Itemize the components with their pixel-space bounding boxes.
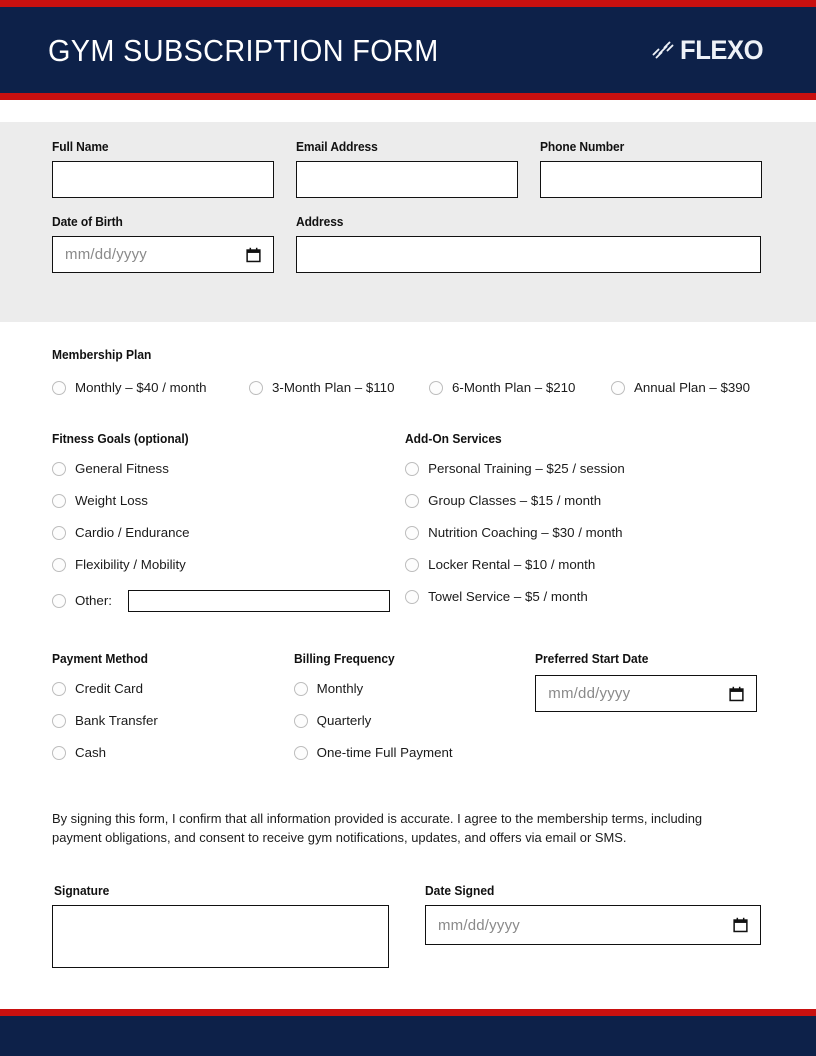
preferred-start-date-placeholder: mm/dd/yyyy xyxy=(548,685,631,702)
fitness-goals-title: Fitness Goals (optional) xyxy=(52,432,189,446)
membership-option-monthly[interactable] xyxy=(52,381,249,395)
option-label: Towel Service – $5 / month xyxy=(428,589,588,605)
option-label: Cash xyxy=(75,745,107,761)
option-label: Nutrition Coaching – $30 / month xyxy=(428,525,623,541)
brand-logo xyxy=(650,35,768,66)
header-bottom-red-stripe xyxy=(0,93,816,100)
membership-plan-title: Membership Plan xyxy=(52,348,152,362)
preferred-start-date-section xyxy=(535,652,764,760)
radio-icon[interactable] xyxy=(429,381,443,395)
billing-frequency-section xyxy=(294,652,536,760)
addon-services-section xyxy=(405,432,764,612)
radio-icon[interactable] xyxy=(405,494,419,508)
option-label: Group Classes – $15 / month xyxy=(428,493,602,509)
radio-icon[interactable] xyxy=(52,526,66,540)
payment-method-section xyxy=(52,652,294,760)
preferred-start-date-input[interactable] xyxy=(535,675,757,712)
radio-icon[interactable] xyxy=(52,746,66,760)
option-label: Monthly xyxy=(316,681,364,697)
field-address xyxy=(296,215,761,273)
billing-option-one-time-full-payment[interactable] xyxy=(294,746,536,760)
calendar-icon[interactable] xyxy=(733,917,748,933)
preferred-start-date-label: Preferred Start Date xyxy=(535,652,649,666)
goal-other-input[interactable] xyxy=(128,590,390,612)
date-of-birth-input[interactable] xyxy=(52,236,274,273)
calendar-icon[interactable] xyxy=(246,247,261,263)
date-signed-input[interactable] xyxy=(425,905,761,945)
date-signed-section xyxy=(425,884,764,968)
page-footer xyxy=(0,1009,816,1056)
membership-option-3-month[interactable] xyxy=(249,381,429,395)
radio-icon[interactable] xyxy=(52,462,66,476)
fitness-goals-options xyxy=(52,462,405,612)
email-address-input[interactable] xyxy=(296,161,518,198)
signature-row xyxy=(52,884,764,968)
option-label: Cardio / Endurance xyxy=(75,525,190,541)
dumbbell-icon xyxy=(650,39,676,61)
radio-icon[interactable] xyxy=(405,590,419,604)
other-label: Other: xyxy=(75,593,112,609)
header-bar xyxy=(0,7,816,93)
address-label: Address xyxy=(296,215,344,229)
option-label: 6-Month Plan – $210 xyxy=(452,380,576,396)
radio-icon[interactable] xyxy=(294,714,308,728)
radio-icon[interactable] xyxy=(52,494,66,508)
date-signed-label: Date Signed xyxy=(424,884,495,899)
option-label: Bank Transfer xyxy=(75,713,158,729)
field-email-address xyxy=(296,140,518,198)
full-name-label: Full Name xyxy=(52,140,109,154)
membership-option-6-month[interactable] xyxy=(429,381,611,395)
payment-option-bank-transfer[interactable] xyxy=(52,714,294,728)
option-label: Credit Card xyxy=(75,681,143,697)
addon-services-title: Add-On Services xyxy=(405,432,502,446)
address-input[interactable] xyxy=(296,236,761,273)
radio-icon[interactable] xyxy=(52,714,66,728)
radio-icon[interactable] xyxy=(249,381,263,395)
billing-option-quarterly[interactable] xyxy=(294,714,536,728)
date-of-birth-placeholder: mm/dd/yyyy xyxy=(65,246,148,263)
brand-name: FLEXO xyxy=(680,34,764,65)
email-address-label: Email Address xyxy=(296,140,378,154)
billing-option-monthly[interactable] xyxy=(294,682,536,696)
addon-option-group-classes[interactable] xyxy=(405,494,764,508)
billing-frequency-title: Billing Frequency xyxy=(293,652,395,666)
payment-billing-row xyxy=(52,652,764,760)
signature-section xyxy=(52,884,425,968)
signature-input[interactable] xyxy=(52,905,389,968)
goal-option-other[interactable] xyxy=(52,590,405,612)
option-label: Annual Plan – $390 xyxy=(634,380,751,396)
form-body xyxy=(0,322,816,968)
personal-row-1 xyxy=(52,140,764,198)
option-label: 3-Month Plan – $110 xyxy=(272,380,395,396)
addon-option-locker-rental[interactable] xyxy=(405,558,764,572)
payment-option-credit-card[interactable] xyxy=(52,682,294,696)
radio-icon[interactable] xyxy=(52,381,66,395)
date-signed-placeholder: mm/dd/yyyy xyxy=(437,916,520,934)
option-label: Personal Training – $25 / session xyxy=(428,461,625,477)
radio-icon[interactable] xyxy=(52,558,66,572)
radio-icon[interactable] xyxy=(52,682,66,696)
goals-and-addons-row xyxy=(52,432,764,612)
goal-option-weight-loss[interactable] xyxy=(52,494,405,508)
option-label: Quarterly xyxy=(316,713,372,729)
addon-services-options xyxy=(405,462,764,604)
option-label: General Fitness xyxy=(75,461,169,477)
phone-number-label: Phone Number xyxy=(540,140,625,154)
payment-option-cash[interactable] xyxy=(52,746,294,760)
payment-method-title: Payment Method xyxy=(52,652,149,666)
fitness-goals-section xyxy=(52,432,405,612)
option-label: Flexibility / Mobility xyxy=(75,557,186,573)
addon-option-personal-training[interactable] xyxy=(405,462,764,476)
full-name-input[interactable] xyxy=(52,161,274,198)
personal-info-section xyxy=(0,122,816,322)
page-header xyxy=(0,0,816,100)
field-date-of-birth xyxy=(52,215,274,273)
goal-option-general-fitness[interactable] xyxy=(52,462,405,476)
radio-icon[interactable] xyxy=(52,594,66,608)
addon-option-nutrition-coaching[interactable] xyxy=(405,526,764,540)
phone-number-input[interactable] xyxy=(540,161,762,198)
billing-frequency-options xyxy=(294,682,536,760)
goal-option-flexibility-mobility[interactable] xyxy=(52,558,405,572)
radio-icon[interactable] xyxy=(611,381,625,395)
membership-plan-section xyxy=(52,348,764,395)
payment-method-options xyxy=(52,682,294,760)
membership-option-annual[interactable] xyxy=(611,381,750,395)
radio-icon[interactable] xyxy=(405,462,419,476)
goal-option-cardio-endurance[interactable] xyxy=(52,526,405,540)
radio-icon[interactable] xyxy=(294,682,308,696)
option-label: Locker Rental – $10 / month xyxy=(428,557,596,573)
addon-option-towel-service[interactable] xyxy=(405,590,764,604)
date-of-birth-label: Date of Birth xyxy=(52,215,123,229)
option-label: One-time Full Payment xyxy=(316,745,453,761)
calendar-icon[interactable] xyxy=(729,686,744,702)
signature-label: Signature xyxy=(54,884,110,899)
page-title: GYM SUBSCRIPTION FORM xyxy=(48,32,439,68)
radio-icon[interactable] xyxy=(405,558,419,572)
radio-icon[interactable] xyxy=(294,746,308,760)
personal-row-2 xyxy=(52,215,764,273)
option-label: Monthly – $40 / month xyxy=(75,380,207,396)
footer-navy-bar xyxy=(0,1016,816,1056)
header-top-red-stripe xyxy=(0,0,816,7)
option-label: Weight Loss xyxy=(75,493,148,509)
field-full-name xyxy=(52,140,274,198)
radio-icon[interactable] xyxy=(405,526,419,540)
field-phone-number xyxy=(540,140,762,198)
footer-red-stripe xyxy=(0,1009,816,1016)
membership-plan-options xyxy=(52,381,764,395)
consent-text: By signing this form, I confirm that all information provided is accurate. I agree to the membership terms, including payment obligations, and consent to receive gym notifications, updates, and offers via email or SMS. xyxy=(52,811,703,845)
